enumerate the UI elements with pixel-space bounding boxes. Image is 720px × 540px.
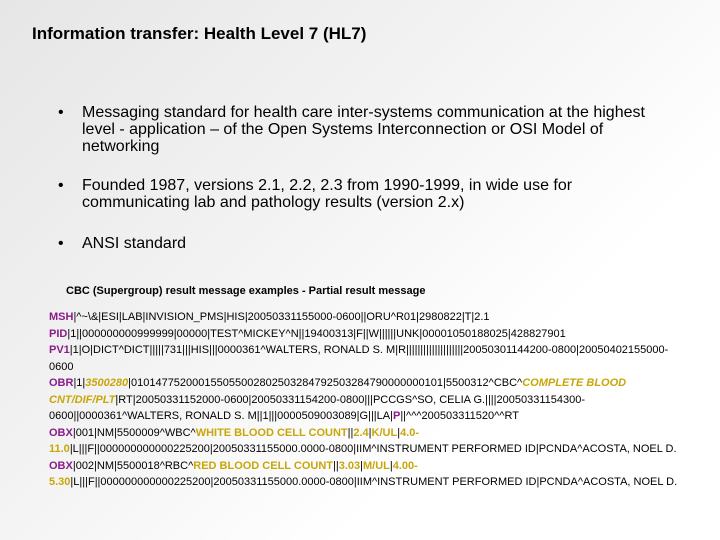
segment-id: MSH bbox=[49, 311, 74, 323]
bullet-dot: • bbox=[58, 235, 64, 252]
segment-id: OBR bbox=[49, 377, 74, 389]
accession-number: 3500280 bbox=[85, 377, 129, 389]
observation-unit: M/UL bbox=[363, 459, 390, 472]
segment-fields: |002|NM|5500018^RBC^ bbox=[72, 459, 194, 472]
segment-fields: |L|||F||000000000000225200|20050331155000.0000-0800|IIM^INSTRUMENT PERFORMED ID|PCNDA^ACOSTA, NOEL D. bbox=[69, 443, 677, 455]
hl7-message bbox=[49, 309, 681, 491]
segment-fields: |L|||F||000000000000225200|20050331155000.0000-0800|IIM^INSTRUMENT PERFORMED ID|PCNDA^ACOSTA, NOEL D. bbox=[70, 476, 678, 488]
segment-fields: |010147752000155055002802503284792503284790000000101|5500312^CBC^ bbox=[128, 377, 523, 389]
segment-id: OBX bbox=[49, 459, 73, 472]
segment-fields: || bbox=[347, 426, 354, 439]
slide-title: Information transfer: Health Level 7 (HL7) bbox=[32, 24, 367, 43]
priority-flag: P bbox=[392, 410, 401, 422]
pv1-segment bbox=[49, 342, 681, 375]
bullet-dot: • bbox=[58, 177, 64, 194]
bullet-item bbox=[58, 104, 658, 155]
segment-fields: |^~\&|ESI|LAB|INVISION_PMS|HIS|20050331155000-0600||ORU^R01|2980822|T|2.1 bbox=[73, 311, 490, 323]
reference-range: 4.0-11.0 bbox=[49, 426, 420, 455]
segment-fields: | bbox=[368, 426, 372, 439]
segment-fields: || bbox=[333, 459, 339, 472]
observation-value: 2.4 bbox=[353, 426, 369, 439]
observation-value: 3.03 bbox=[338, 459, 361, 472]
pid-segment bbox=[49, 326, 681, 343]
segment-fields: |RT|20050331152000-0600|20050331154200-0800|||PCCGS^SO, CELIA G.||||20050331154300-0600||0000361^WALTERS, RONALD S. M||1|||0000509003089|G|||LA| bbox=[49, 393, 586, 422]
reference-range: 4.00-5.30 bbox=[49, 459, 418, 488]
observation-name: WHITE BLOOD CELL COUNT bbox=[195, 426, 348, 439]
segment-fields: ||^^^200503311520^^RT bbox=[400, 410, 519, 422]
obx-segment-rbc bbox=[49, 458, 681, 491]
bullet-text: Messaging standard for health care inter-systems communication at the highest level - application – of the Open Systems Interconnection or OSI Model of networking bbox=[82, 104, 645, 155]
bullet-text: ANSI standard bbox=[82, 235, 187, 252]
segment-fields: |1||000000000999999|00000|TEST^MICKEY^N||19400313|F||W||||||UNK|00001050188025|428827901 bbox=[67, 327, 566, 340]
msh-segment bbox=[49, 309, 681, 326]
bullet-dot: • bbox=[58, 104, 64, 121]
segment-id: OBX bbox=[49, 426, 73, 439]
test-name: COMPLETE BLOOD CNT/DIF/PLT bbox=[49, 377, 627, 406]
example-subtitle: CBC (Supergroup) result message examples - Partial result message bbox=[66, 285, 426, 297]
observation-name: RED BLOOD CELL COUNT bbox=[193, 459, 333, 472]
bullet-text: Founded 1987, versions 2.1, 2.2, 2.3 from 1990-1999, in wide use for communicating lab and pathology results (version 2.x) bbox=[82, 177, 573, 211]
segment-fields: |1|O|DICT^DICT|||||731|||HIS|||0000361^WALTERS, RONALD S. M|R||||||||||||||||||||20050301144200-0800|20050402155000-0600 bbox=[49, 344, 669, 373]
obx-segment-wbc bbox=[49, 425, 681, 458]
bullet-list bbox=[58, 104, 658, 252]
segment-fields: | bbox=[397, 426, 401, 439]
bullet-item bbox=[58, 235, 658, 252]
segment-fields: |001|NM|5500009^WBC^ bbox=[72, 426, 196, 439]
segment-id: PV1 bbox=[49, 344, 70, 356]
observation-unit: K/UL bbox=[371, 426, 398, 439]
segment-fields: |1| bbox=[73, 377, 86, 389]
obr-segment bbox=[49, 375, 681, 425]
bullet-item bbox=[58, 177, 658, 211]
segment-id: PID bbox=[49, 327, 68, 340]
segment-fields: | bbox=[360, 459, 363, 472]
segment-fields: | bbox=[389, 459, 393, 472]
